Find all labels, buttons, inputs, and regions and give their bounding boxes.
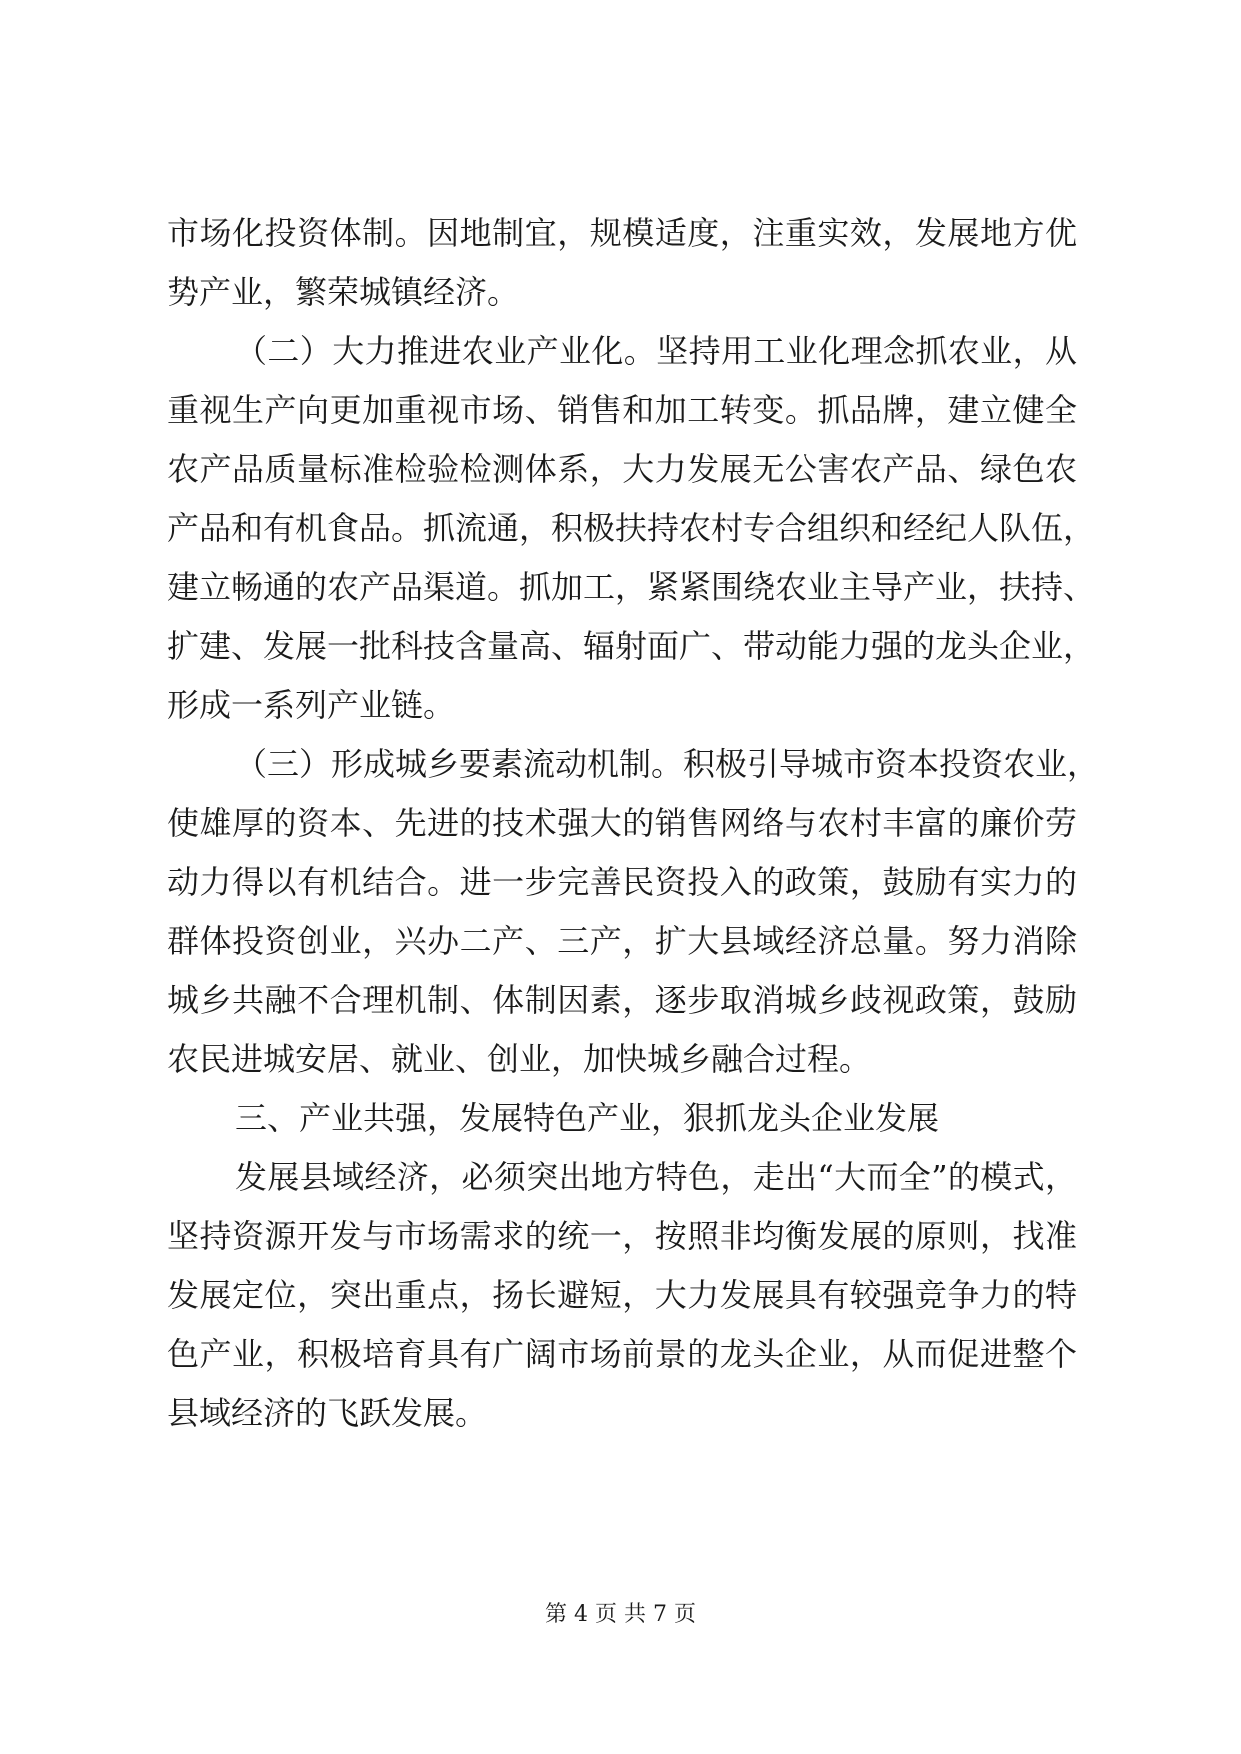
paragraph-line: 色产业，积极培育具有广阔市场前景的龙头企业，从而促进整个	[167, 1335, 1077, 1373]
paragraph-line: 发展定位，突出重点，扬长避短，大力发展具有较强竞争力的特	[167, 1276, 1077, 1314]
paragraph-line: 扩建、发展一批科技含量高、辐射面广、带动能力强的龙头企业，	[167, 627, 1096, 665]
paragraph-line: 城乡共融不合理机制、体制因素，逐步取消城乡歧视政策，鼓励	[167, 981, 1077, 1019]
paragraph-line: 坚持资源开发与市场需求的统一，按照非均衡发展的原则，找准	[167, 1217, 1077, 1255]
paragraph-line: 使雄厚的资本、先进的技术强大的销售网络与农村丰富的廉价劳	[167, 804, 1077, 842]
paragraph-line: 重视生产向更加重视市场、销售和加工转变。抓品牌，建立健全	[167, 391, 1077, 429]
paragraph-line: 动力得以有机结合。进一步完善民资投入的政策，鼓励有实力的	[167, 863, 1077, 901]
paragraph-line: 农民进城安居、就业、创业，加快城乡融合过程。	[167, 1040, 872, 1078]
paragraph-line: 发展县域经济，必须突出地方特色，走出“大而全”的模式，	[235, 1158, 1077, 1196]
paragraph-line: （三）形成城乡要素流动机制。积极引导城市资本投资农业，	[235, 745, 1100, 783]
paragraph-line: 产品和有机食品。抓流通，积极扶持农村专合组织和经纪人队伍，	[167, 509, 1096, 547]
paragraph-line: 市场化投资体制。因地制宜，规模适度，注重实效，发展地方优	[167, 214, 1077, 252]
page-number-footer: 第 4 页 共 7 页	[545, 1602, 696, 1627]
paragraph-line: 群体投资创业，兴办二产、三产，扩大县域经济总量。努力消除	[167, 922, 1077, 960]
paragraph-line: 农产品质量标准检验检测体系，大力发展无公害农产品、绿色农	[167, 450, 1077, 488]
paragraph-line: 形成一系列产业链。	[167, 686, 456, 724]
section-heading: 三、产业共强，发展特色产业，狠抓龙头企业发展	[235, 1099, 940, 1137]
paragraph-line: 县域经济的飞跃发展。	[167, 1394, 488, 1432]
paragraph-line: 势产业，繁荣城镇经济。	[167, 273, 520, 311]
paragraph-line: 建立畅通的农产品渠道。抓加工，紧紧围绕农业主导产业，扶持、	[167, 568, 1096, 606]
paragraph-line: （二）大力推进农业产业化。坚持用工业化理念抓农业，从	[235, 332, 1077, 370]
